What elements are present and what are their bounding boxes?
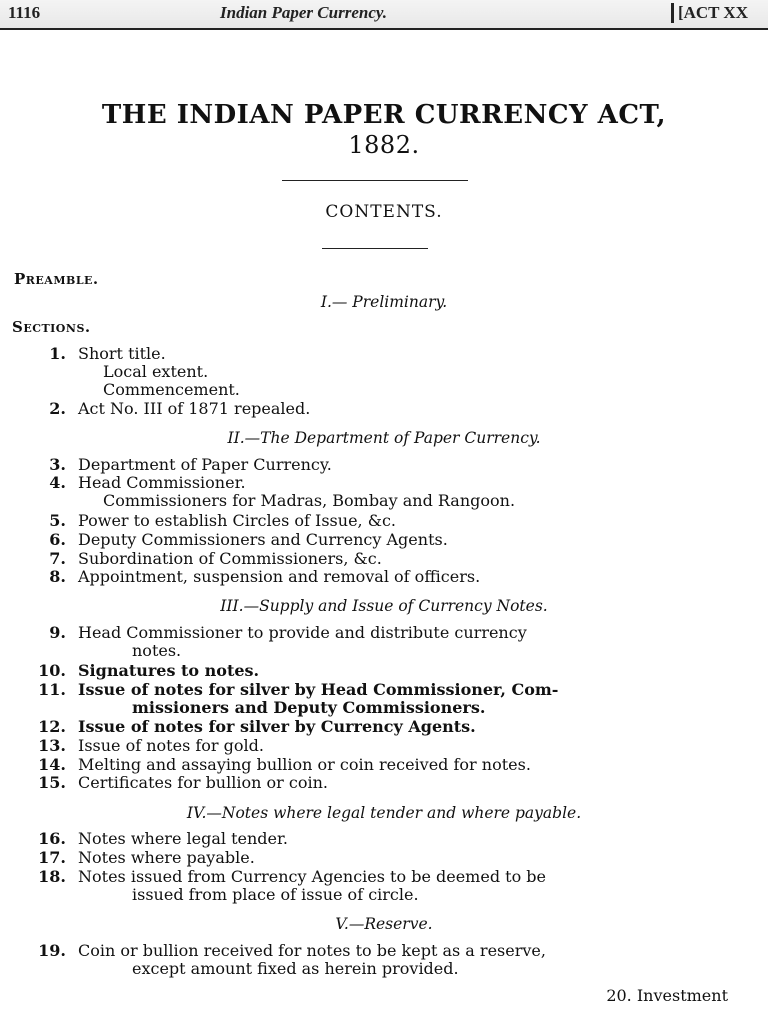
section-text: Issue of notes for gold. (78, 736, 264, 755)
section-text: issued from place of issue of circle. (132, 885, 419, 904)
section-text: Notes issued from Currency Agencies to be deemed to be (78, 867, 546, 886)
section-number: 8. (49, 567, 66, 586)
section-text: notes. (132, 641, 182, 660)
section-text: Notes where legal tender. (78, 829, 288, 848)
section-number: 19. (38, 941, 66, 960)
section-text: Subordination of Commissioners, &c. (78, 549, 382, 568)
section-text: Act No. III of 1871 repealed. (78, 399, 311, 418)
section-number: 15. (38, 773, 66, 792)
running-title: Indian Paper Currency. (220, 3, 388, 22)
section-number: 18. (38, 867, 66, 886)
running-header (0, 0, 768, 30)
section-text: Commencement. (103, 380, 240, 399)
section-number: 16. (38, 829, 66, 848)
contents-heading: CONTENTS. (325, 202, 443, 222)
section-text: Head Commissioner to provide and distribute currency (78, 623, 527, 642)
section-text: Issue of notes for silver by Head Commissioner, Com- (78, 680, 559, 699)
section-text: Power to establish Circles of Issue, &c. (78, 511, 396, 530)
section-text: Signatures to notes. (78, 661, 260, 680)
section-text: Short title. (78, 344, 166, 363)
section-number: 11. (38, 680, 66, 699)
section-number: 4. (49, 473, 66, 492)
page-number: 1116 (8, 3, 41, 22)
part-4-heading: IV.—Notes where legal tender and where payable. (186, 804, 582, 822)
section-text: Local extent. (103, 362, 209, 381)
section-text: Department of Paper Currency. (78, 455, 332, 474)
contents-rule (322, 248, 428, 249)
section-text: Melting and assaying bullion or coin received for notes. (78, 755, 531, 774)
part-3-heading: III.—Supply and Issue of Currency Notes. (220, 597, 548, 615)
section-number: 12. (38, 717, 66, 736)
act-year: 1882. (348, 131, 420, 159)
sections-label: Sections. (12, 318, 91, 336)
section-text: missioners and Deputy Commissioners. (132, 698, 486, 717)
section-number: 17. (38, 848, 66, 867)
section-number: 1. (49, 344, 66, 363)
section-number: 3. (49, 455, 66, 474)
catchword: 20. Investment (606, 986, 728, 1005)
section-number: 2. (49, 399, 66, 418)
act-reference: [ACT XX (671, 3, 748, 23)
part-1-heading: I.— Preliminary. (320, 293, 448, 311)
section-text: Certificates for bullion or coin. (78, 773, 328, 792)
section-number: 6. (49, 530, 66, 549)
section-text: Commissioners for Madras, Bombay and Rangoon. (103, 491, 516, 510)
section-text: Appointment, suspension and removal of officers. (78, 567, 481, 586)
section-text: Issue of notes for silver by Currency Agents. (78, 717, 476, 736)
section-number: 7. (49, 549, 66, 568)
act-title-text: THE INDIAN PAPER CURRENCY ACT, (101, 100, 667, 130)
section-number: 13. (38, 736, 66, 755)
preamble-label: Preamble. (14, 270, 99, 288)
section-text: Deputy Commissioners and Currency Agents. (78, 530, 448, 549)
section-number: 10. (38, 661, 66, 680)
part-2-heading: II.—The Department of Paper Currency. (227, 429, 541, 447)
part-5-heading: V.—Reserve. (335, 915, 433, 933)
section-text: except amount fixed as herein provided. (132, 959, 459, 978)
section-text: Coin or bullion received for notes to be kept as a reserve, (78, 941, 546, 960)
section-number: 5. (49, 511, 66, 530)
section-number: 14. (38, 755, 66, 774)
section-text: Head Commissioner. (78, 473, 246, 492)
section-text: Notes where payable. (78, 848, 255, 867)
title-rule (282, 180, 468, 181)
act-title (0, 100, 768, 160)
section-number: 9. (49, 623, 66, 642)
